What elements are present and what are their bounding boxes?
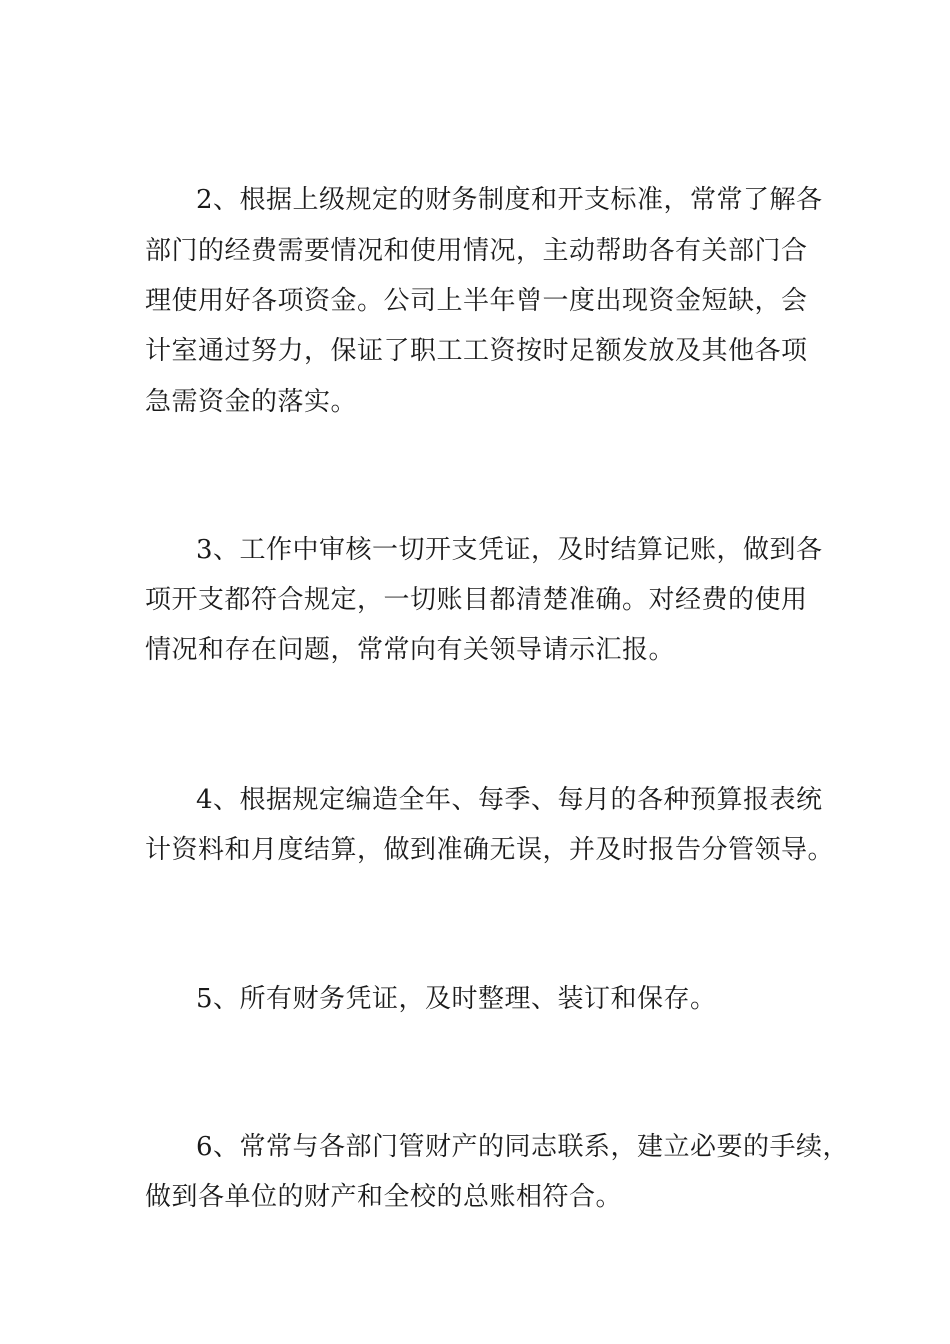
paragraph-line: 理使用好各项资金。公司上半年曾一度出现资金短缺，会 (145, 286, 808, 316)
paragraph-line: 做到各单位的财产和全校的总账相符合。 (145, 1182, 623, 1212)
paragraph-line: 项开支都符合规定，一切账目都清楚准确。对经费的使用 (145, 585, 808, 615)
paragraph-line: 急需资金的落实。 (145, 387, 358, 417)
paragraph-line: 部门的经费需要情况和使用情况，主动帮助各有关部门合 (145, 236, 808, 266)
paragraph-line: 6、常常与各部门管财产的同志联系，建立必要的手续， (196, 1132, 850, 1162)
paragraph-line: 2、根据上级规定的财务制度和开支标准，常常了解各 (196, 185, 823, 215)
paragraph-line: 情况和存在问题，常常向有关领导请示汇报。 (145, 635, 676, 665)
paragraph-line: 4、根据规定编造全年、每季、每月的各种预算报表统 (196, 785, 823, 815)
paragraph-line: 5、所有财务凭证，及时整理、装订和保存。 (196, 984, 717, 1014)
paragraph-line: 计室通过努力，保证了职工工资按时足额发放及其他各项 (145, 336, 808, 366)
paragraph-line: 计资料和月度结算，做到准确无误，并及时报告分管领导。 (145, 835, 835, 865)
paragraph-line: 3、工作中审核一切开支凭证，及时结算记账，做到各 (196, 535, 823, 565)
